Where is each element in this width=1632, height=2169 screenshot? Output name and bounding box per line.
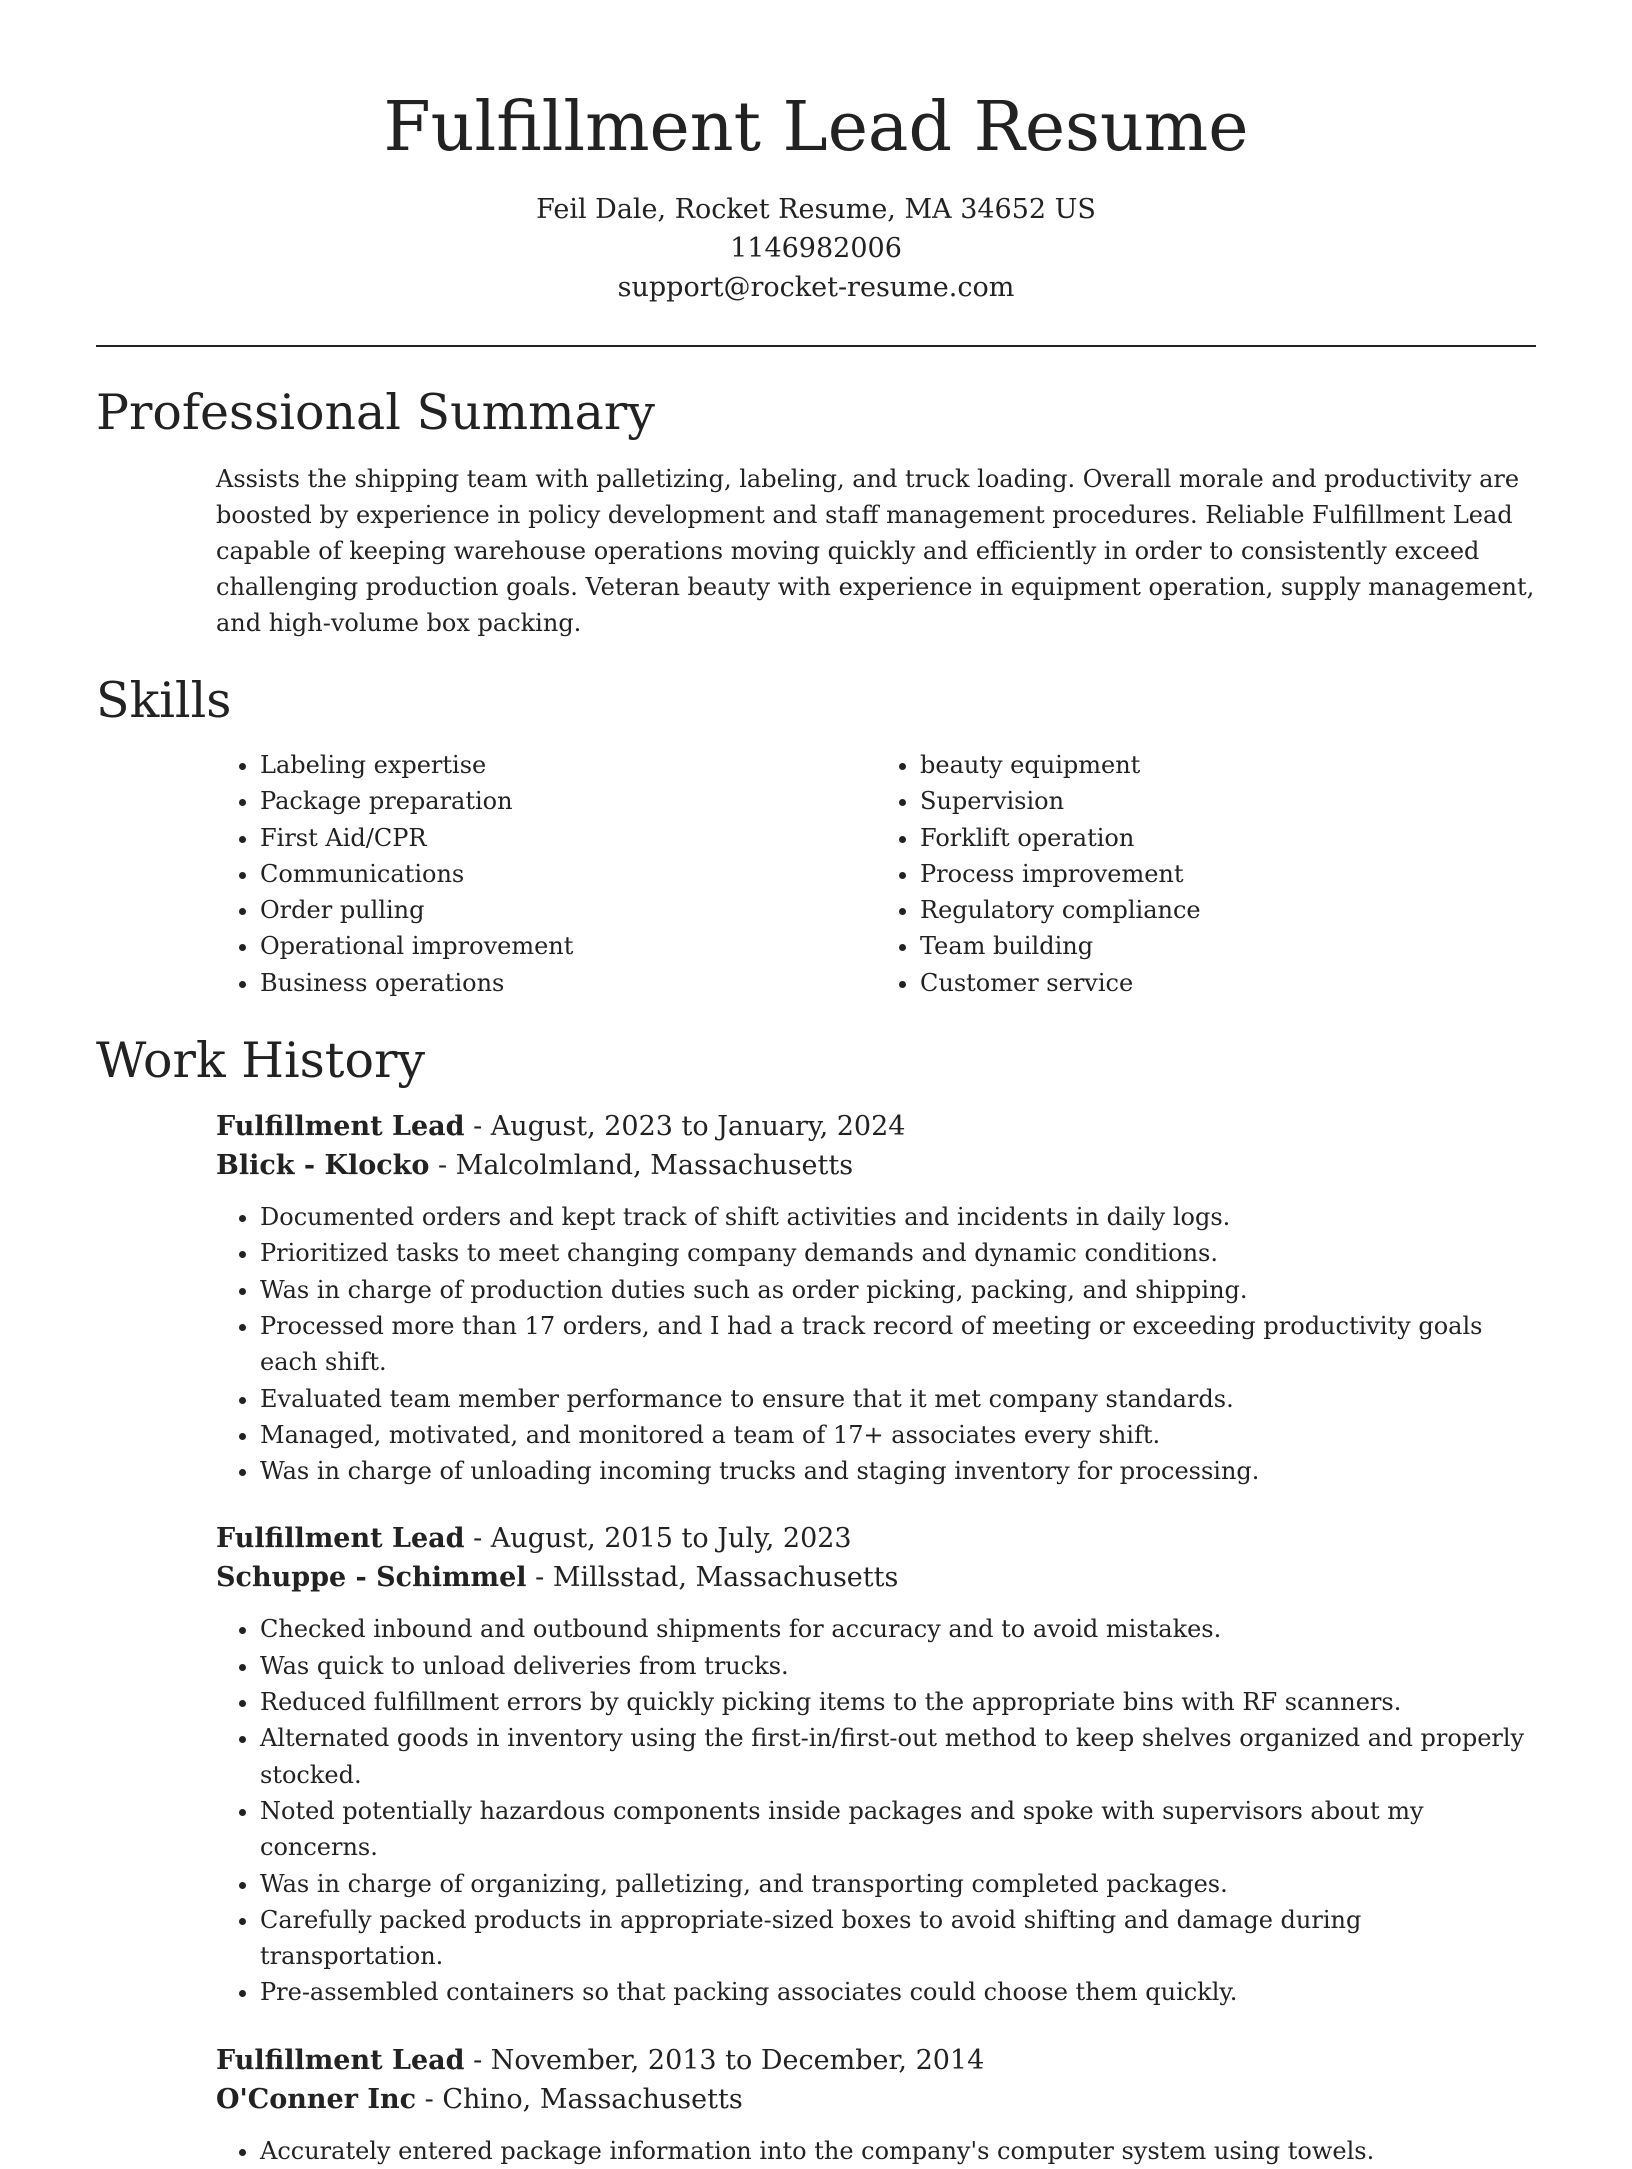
job-bullet: • Was quick to unload deliveries from trucks.: [260, 1648, 1536, 1684]
skill-item: • Package preparation: [260, 783, 876, 819]
skill-item: • Process improvement: [920, 856, 1536, 892]
job-location: - Chino, Massachusetts: [416, 2083, 743, 2115]
job-bullet: • Carefully packed products in appropriate-sized boxes to avoid shifting and damage during transportation.: [260, 1902, 1536, 1975]
job-dates: - November, 2013 to December, 2014: [464, 2044, 985, 2076]
skills-column-left: [216, 747, 876, 1001]
job-bullets: [216, 1611, 1536, 2010]
job-title-line: [216, 1519, 1536, 1558]
job-bullet: • Managed, motivated, and monitored a team of 17+ associates every shift.: [260, 1417, 1536, 1453]
skill-item: • beauty equipment: [920, 747, 1536, 783]
job-bullet: • Noted potentially hazardous components inside packages and spoke with supervisors about my concerns.: [260, 1793, 1536, 1866]
header-divider: [96, 345, 1536, 347]
job-company: Schuppe - Schimmel: [216, 1562, 527, 1594]
job-bullets: [216, 1199, 1536, 1489]
skill-item: • Operational improvement: [260, 928, 876, 964]
skill-item: • Order pulling: [260, 892, 876, 928]
job-company-line: [216, 1558, 1536, 1597]
contact-block: [96, 190, 1536, 307]
job-company-line: [216, 2080, 1536, 2119]
job-bullet: • Reduced fulfillment errors by quickly picking items to the appropriate bins with RF scanners.: [260, 1684, 1536, 1720]
job-location: - Millsstad, Massachusetts: [526, 1562, 899, 1594]
job-entry: [216, 1107, 1536, 1489]
skills-column-right: [876, 747, 1536, 1001]
job-company: O'Conner Inc: [216, 2083, 417, 2115]
job-bullet: • Processed more than 17 orders, and I had a track record of meeting or exceeding productivity goals each shift.: [260, 1308, 1536, 1381]
job-bullet: • Accurately entered package information into the company's computer system using towels.: [260, 2133, 1536, 2169]
contact-phone: 1146982006: [730, 233, 902, 264]
job-location: - Malcolmland, Massachusetts: [429, 1150, 854, 1182]
contact-email: support@rocket-resume.com: [617, 272, 1015, 303]
job-role: Fulfillment Lead: [216, 1111, 465, 1143]
job-bullet: • Documented orders and kept track of shift activities and incidents in daily logs.: [260, 1199, 1536, 1235]
page-title: Fulfillment Lead Resume: [383, 88, 1249, 167]
job-dates: - August, 2023 to January, 2024: [464, 1111, 906, 1143]
skill-item: • Forklift operation: [920, 820, 1536, 856]
job-bullet: • Was in charge of unloading incoming trucks and staging inventory for processing.: [260, 1453, 1536, 1489]
job-role: Fulfillment Lead: [216, 1523, 465, 1555]
job-role: Fulfillment Lead: [216, 2044, 465, 2076]
job-bullet: • Pre-assembled containers so that packing associates could choose them quickly.: [260, 1974, 1536, 2010]
job-company-line: [216, 1146, 1536, 1185]
job-bullet: • Was in charge of organizing, palletizing, and transporting completed packages.: [260, 1866, 1536, 1902]
job-entry: [216, 1519, 1536, 2010]
job-dates: - August, 2015 to July, 2023: [464, 1523, 852, 1555]
job-bullet: • Prioritized tasks to meet changing company demands and dynamic conditions.: [260, 1235, 1536, 1271]
skills-list: [216, 747, 1536, 1001]
job-company: Blick - Klocko: [216, 1150, 430, 1182]
skill-item: • Labeling expertise: [260, 747, 876, 783]
skill-item: • Communications: [260, 856, 876, 892]
job-bullet: • Was in charge of production duties such as order picking, packing, and shipping.: [260, 1272, 1536, 1308]
job-title-line: [216, 2041, 1536, 2080]
skill-item: • Team building: [920, 928, 1536, 964]
summary-text: Assists the shipping team with palletizing, labeling, and truck loading. Overall morale and productivity are boosted by experience in policy development and staff management procedures. Reliable Fulfillment Lead capable of keeping warehouse operations moving quickly and efficiently in order to consistently exceed challenging production goals. Veteran beauty with experience in equipment operation, supply management, and high-volume box packing.: [216, 465, 1535, 637]
skill-item: • Business operations: [260, 965, 876, 1001]
skill-item: • Customer service: [920, 965, 1536, 1001]
job-entry: [216, 2041, 1536, 2169]
skill-item: • First Aid/CPR: [260, 820, 876, 856]
job-bullet: • Alternated goods in inventory using the first-in/first-out method to keep shelves organized and properly stocked.: [260, 1720, 1536, 1793]
skill-item: • Regulatory compliance: [920, 892, 1536, 928]
job-bullet: • Checked inbound and outbound shipments for accuracy and to avoid mistakes.: [260, 1611, 1536, 1647]
job-bullet: • Evaluated team member performance to ensure that it met company standards.: [260, 1381, 1536, 1417]
contact-address: Feil Dale, Rocket Resume, MA 34652 US: [536, 194, 1096, 225]
job-bullets: [216, 2133, 1536, 2169]
summary-heading: Professional Summary: [96, 384, 655, 441]
skills-heading: Skills: [96, 672, 232, 729]
work-history-heading: Work History: [96, 1032, 426, 1090]
skill-item: • Supervision: [920, 783, 1536, 819]
job-title-line: [216, 1107, 1536, 1146]
